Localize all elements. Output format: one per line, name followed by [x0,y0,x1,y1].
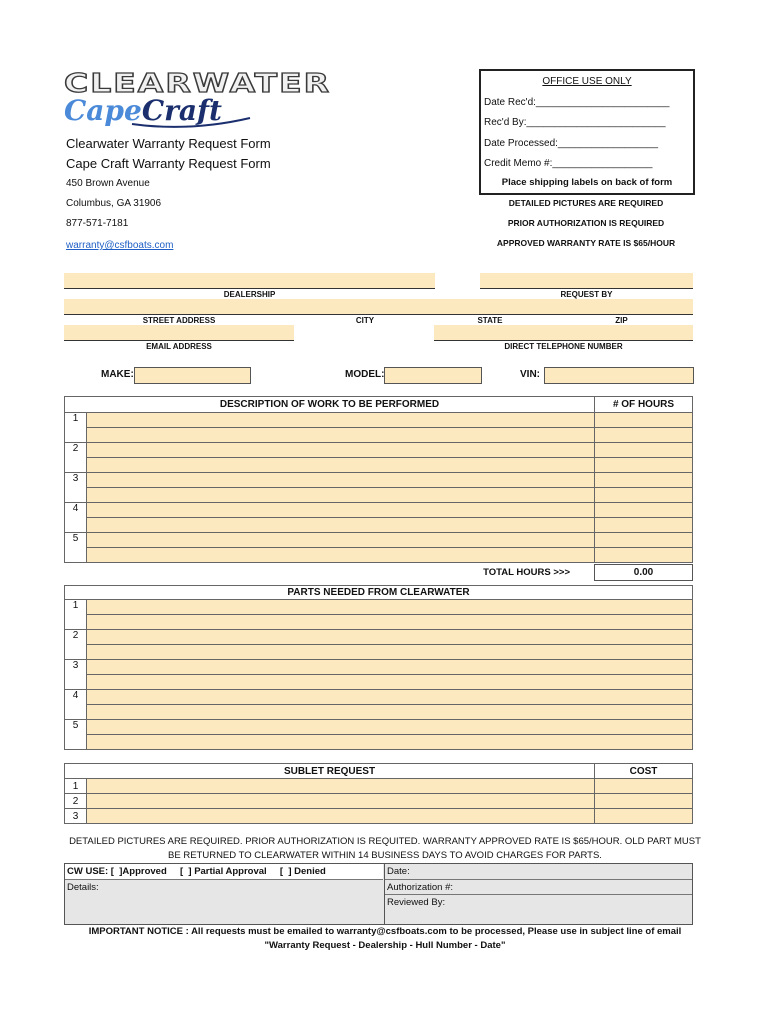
model-input[interactable] [384,367,482,384]
work-description-cell[interactable] [87,473,595,488]
sublet-cost-cell[interactable] [595,794,693,809]
dealership-label: DEALERSHIP [223,290,276,299]
work-hours-cell[interactable] [595,443,693,458]
important-notice-line-2: "Warranty Request - Dealership - Hull Number - Date" [264,940,506,951]
sublet-cost-cell[interactable] [595,809,693,824]
work-row-number: 3 [65,473,87,503]
work-description-cell[interactable] [87,548,595,563]
form-title-capecraft: Cape Craft Warranty Request Form [66,156,271,171]
cw-use-box [64,863,693,925]
make-input[interactable] [134,367,251,384]
work-hours-cell[interactable] [595,533,693,548]
company-email-link[interactable]: warranty@csfboats.com [66,240,174,251]
work-description-cell[interactable] [87,443,595,458]
hours-header: # OF HOURS [595,397,693,413]
work-description-cell[interactable] [87,428,595,443]
parts-row-number: 1 [65,600,87,630]
cw-use-reviewed-label: Reviewed By: [387,897,446,908]
email-address-field[interactable] [64,325,294,341]
parts-table [64,585,693,750]
parts-row-number: 4 [65,690,87,720]
work-hours-cell[interactable] [595,473,693,488]
capecraft-logo-cape: Cape [64,94,142,127]
sublet-cell[interactable] [87,779,595,794]
email-address-label: EMAIL ADDRESS [146,342,212,351]
requirement-rate: APPROVED WARRANTY RATE IS $65/HOUR [496,238,676,248]
work-hours-cell[interactable] [595,488,693,503]
parts-cell[interactable] [87,675,693,690]
work-hours-cell[interactable] [595,413,693,428]
office-credit-memo: Credit Memo #:__________________ [484,158,653,169]
sublet-row-number: 2 [65,794,87,809]
notice-line-2: BE RETURNED TO CLEARWATER WITHIN 14 BUSINESS DAYS TO AVOID CHARGES FOR PARTS. [168,850,602,861]
cw-use-row-line [385,894,692,895]
parts-cell[interactable] [87,690,693,705]
work-row-number: 5 [65,533,87,563]
sublet-row-number: 3 [65,809,87,824]
sublet-table [64,763,693,824]
sublet-cost-cell[interactable] [595,779,693,794]
vin-label: VIN: [520,369,540,380]
state-label: STATE [477,316,503,325]
parts-header: PARTS NEEDED FROM CLEARWATER [65,586,693,600]
parts-cell[interactable] [87,615,693,630]
clearwater-logo: CLEARWATER [64,68,332,99]
work-table [64,396,693,563]
parts-cell[interactable] [87,645,693,660]
telephone-label: DIRECT TELEPHONE NUMBER [504,342,623,351]
company-phone: 877-571-7181 [66,218,129,229]
work-description-cell[interactable] [87,488,595,503]
work-description-cell[interactable] [87,533,595,548]
work-row-number: 2 [65,443,87,473]
parts-cell[interactable] [87,630,693,645]
parts-row-number: 2 [65,630,87,660]
parts-cell[interactable] [87,705,693,720]
request-by-field[interactable] [480,273,693,289]
work-description-cell[interactable] [87,518,595,533]
work-row-number: 4 [65,503,87,533]
office-date-processed: Date Processed:__________________ [484,138,659,149]
work-hours-cell[interactable] [595,428,693,443]
parts-cell[interactable] [87,600,693,615]
model-label: MODEL: [345,369,385,380]
cw-use-date-label: Date: [387,866,410,877]
company-city: Columbus, GA 31906 [66,198,162,209]
request-by-label: REQUEST BY [560,290,613,299]
work-description-cell[interactable] [87,503,595,518]
zip-label: ZIP [615,316,628,325]
sublet-cell[interactable] [87,794,595,809]
work-hours-cell[interactable] [595,518,693,533]
work-hours-cell[interactable] [595,548,693,563]
cw-use-auth-label: Authorization #: [387,882,454,893]
total-hours-label: TOTAL HOURS >>> [483,567,570,578]
office-use-box [479,69,695,195]
city-label: CITY [355,316,375,325]
shipping-labels-note: Place shipping labels on back of form [501,177,673,188]
cw-use-row-line [385,879,692,880]
cost-header: COST [595,764,693,779]
telephone-field[interactable] [434,325,693,341]
sublet-cell[interactable] [87,809,595,824]
office-use-title: OFFICE USE ONLY [542,76,632,87]
work-hours-cell[interactable] [595,503,693,518]
parts-cell[interactable] [87,735,693,750]
work-hours-cell[interactable] [595,458,693,473]
work-description-cell[interactable] [87,458,595,473]
parts-cell[interactable] [87,720,693,735]
office-date-recd: Date Rec'd:________________________ [484,97,670,108]
address-line-field[interactable] [64,299,693,315]
notice-line-1: DETAILED PICTURES ARE REQUIRED. PRIOR AUTHORIZATION IS REQUITED. WARRANTY APPROVED RATE IS $65/HOUR. OLD PART MUST [69,836,701,847]
logo-swoosh-icon [130,112,255,130]
street-address-label: STREET ADDRESS [142,316,216,325]
cw-use-details-label: Details: [67,882,99,893]
work-description-cell[interactable] [87,413,595,428]
requirement-pictures: DETAILED PICTURES ARE REQUIRED [508,198,664,208]
make-label: MAKE: [101,369,134,380]
vin-input[interactable] [544,367,694,384]
form-title-clearwater: Clearwater Warranty Request Form [66,136,271,151]
parts-row-number: 5 [65,720,87,750]
parts-row-number: 3 [65,660,87,690]
parts-cell[interactable] [87,660,693,675]
company-street: 450 Brown Avenue [66,178,150,189]
requirement-authorization: PRIOR AUTHORIZATION IS REQUIRED [507,218,665,228]
sublet-row-number: 1 [65,779,87,794]
cw-use-status-options[interactable]: CW USE: [ ]Approved [ ] Partial Approval [ ] Denied [67,866,326,877]
work-description-header: DESCRIPTION OF WORK TO BE PERFORMED [65,397,595,413]
sublet-header: SUBLET REQUEST [65,764,595,779]
total-hours-value: 0.00 [594,564,693,581]
capecraft-logo-craft: Craft [141,94,222,127]
important-notice-line-1: IMPORTANT NOTICE : All requests must be emailed to warranty@csfboats.com to be processed, Please use in subject line of email [88,926,682,937]
work-row-number: 1 [65,413,87,443]
dealership-field[interactable] [64,273,435,289]
office-recd-by: Rec'd By:_________________________ [484,117,666,128]
